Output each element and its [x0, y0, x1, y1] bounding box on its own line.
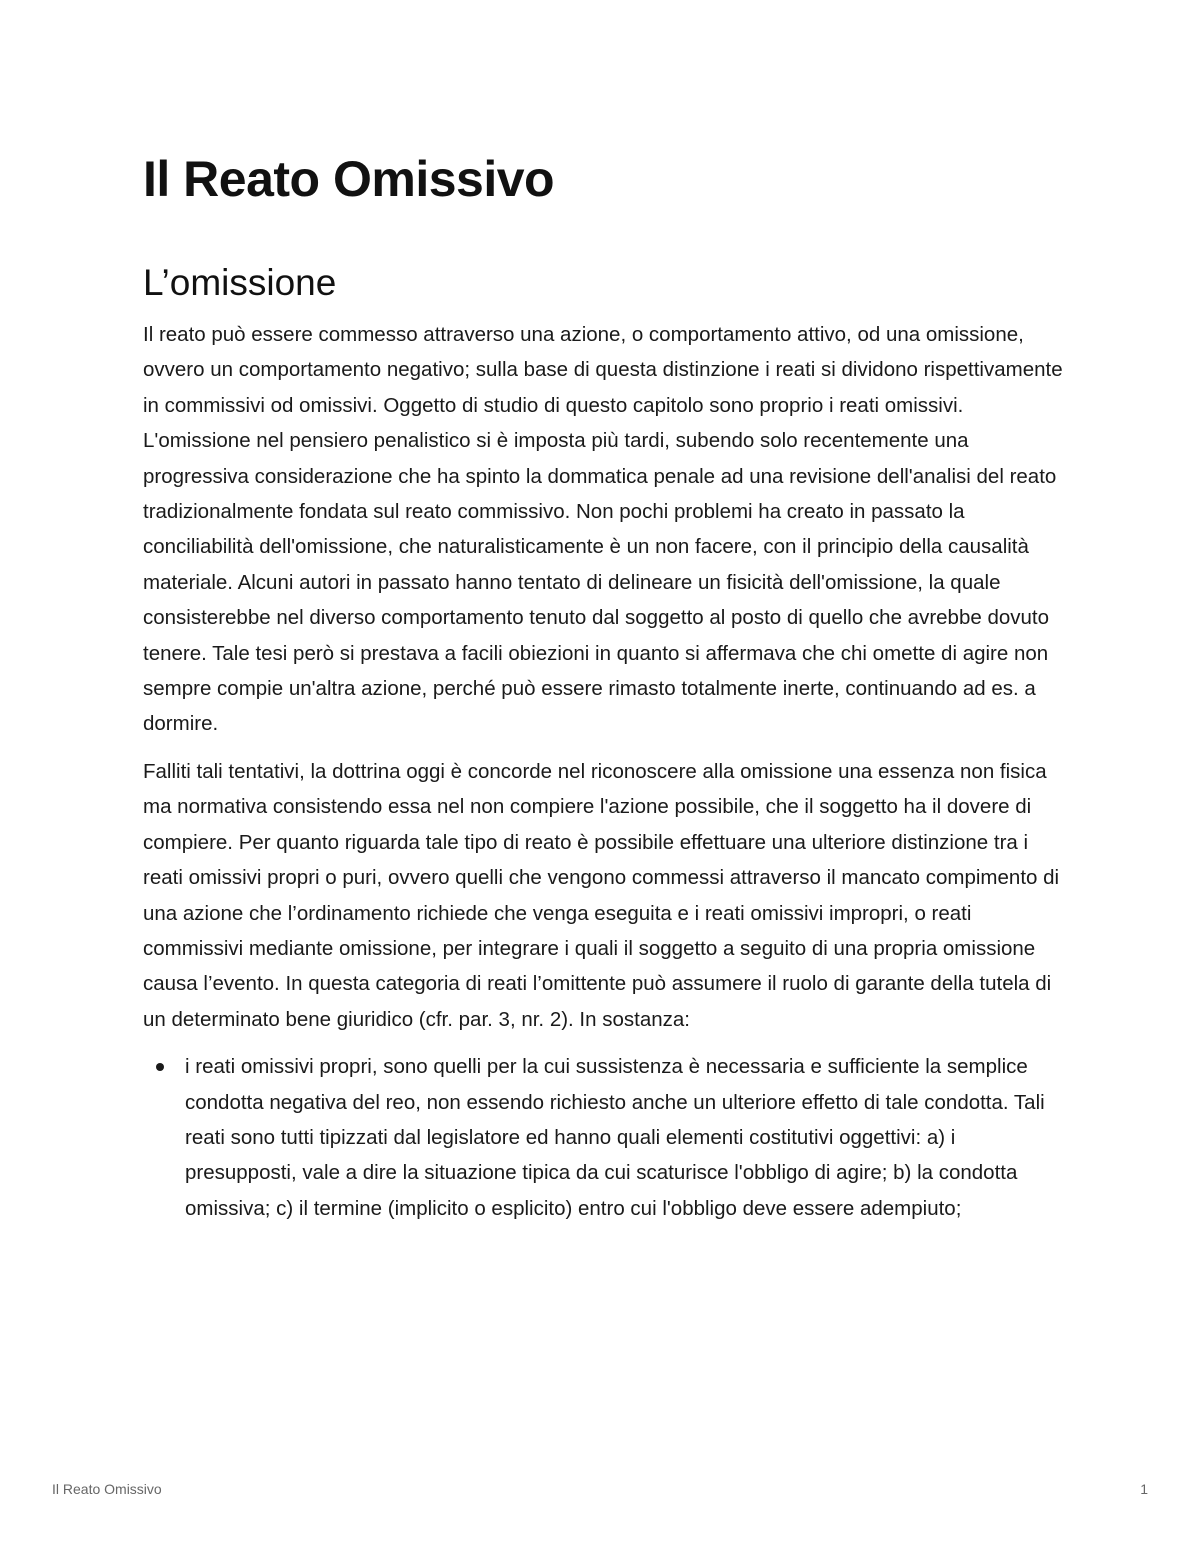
body-paragraph-1: Il reato può essere commesso attraverso una azione, o comportamento attivo, od una omissione, ovvero un comportamento negativo; sulla base di questa distinzione i reati si dividono rispettivamente in commissivi od omissivi. Oggetto di studio di questo capitolo sono proprio i reati omissivi. L'omissione nel pensiero penalistico si è imposta più tardi, subendo solo recentemente una progressiva considerazione che ha spinto la dommatica penale ad una revisione dell'analisi del reato tradizionalmente fondata sul reato commissivo. Non pochi problemi ha creato in passato la conciliabilità dell'omissione, che naturalisticamente è un non facere, con il principio della causalità materiale. Alcuni autori in passato hanno tentato di delineare un fisicità dell'omissione, la quale consisterebbe nel diverso comportamento tenuto dal soggetto al posto di quello che avrebbe dovuto tenere. Tale tesi però si prestava a facili obiezioni in quanto si affermava che chi omette di agire non sempre compie un'altra azione, perché può essere rimasto totalmente inerte, continuando ad es. a dormire.	[143, 323, 1063, 736]
page-title: Il Reato Omissivo	[143, 151, 555, 207]
footer-page-number: 1	[1140, 1481, 1148, 1497]
section-heading: L’omissione	[143, 262, 337, 303]
footer-title: Il Reato Omissivo	[52, 1481, 162, 1497]
body-paragraph-2: Falliti tali tentativi, la dottrina oggi è concorde nel riconoscere alla omissione una essenza non fisica ma normativa consistendo essa nel non compiere l'azione possibile, che il soggetto ha il dovere di compiere. Per quanto riguarda tale tipo di reato è possibile effettuare una ulteriore distinzione tra i reati omissivi propri o puri, ovvero quelli che vengono commessi attraverso il mancato compimento di una azione che l’ordinamento richiede che venga eseguita e i reati omissivi impropri, o reati commissivi mediante omissione, per integrare i quali il soggetto a seguito di una propria omissione causa l’evento. In questa categoria di reati l’omittente può assumere il ruolo di garante della tutela di un determinato bene giuridico (cfr. par. 3, nr. 2). In sostanza:	[143, 759, 1060, 1031]
list-item-text: i reati omissivi propri, sono quelli per la cui sussistenza è necessaria e sufficiente la semplice condotta negativa del reo, non essendo richiesto anche un ulteriore effetto di tale condotta. Tali reati sono tutti tipizzati dal legislatore ed hanno quali elementi costitutivi oggettivi: a) i presupposti, vale a dire la situazione tipica da cui scaturisce l'obbligo di agire; b) la condotta omissiva; c) il termine (implicito o esplicito) entro cui l'obbligo deve essere adempiuto;	[185, 1055, 1045, 1220]
list-item	[185, 1049, 1063, 1226]
bullet-list	[143, 1049, 1063, 1226]
bullet-icon	[156, 1063, 164, 1071]
document-page	[143, 150, 1063, 1226]
